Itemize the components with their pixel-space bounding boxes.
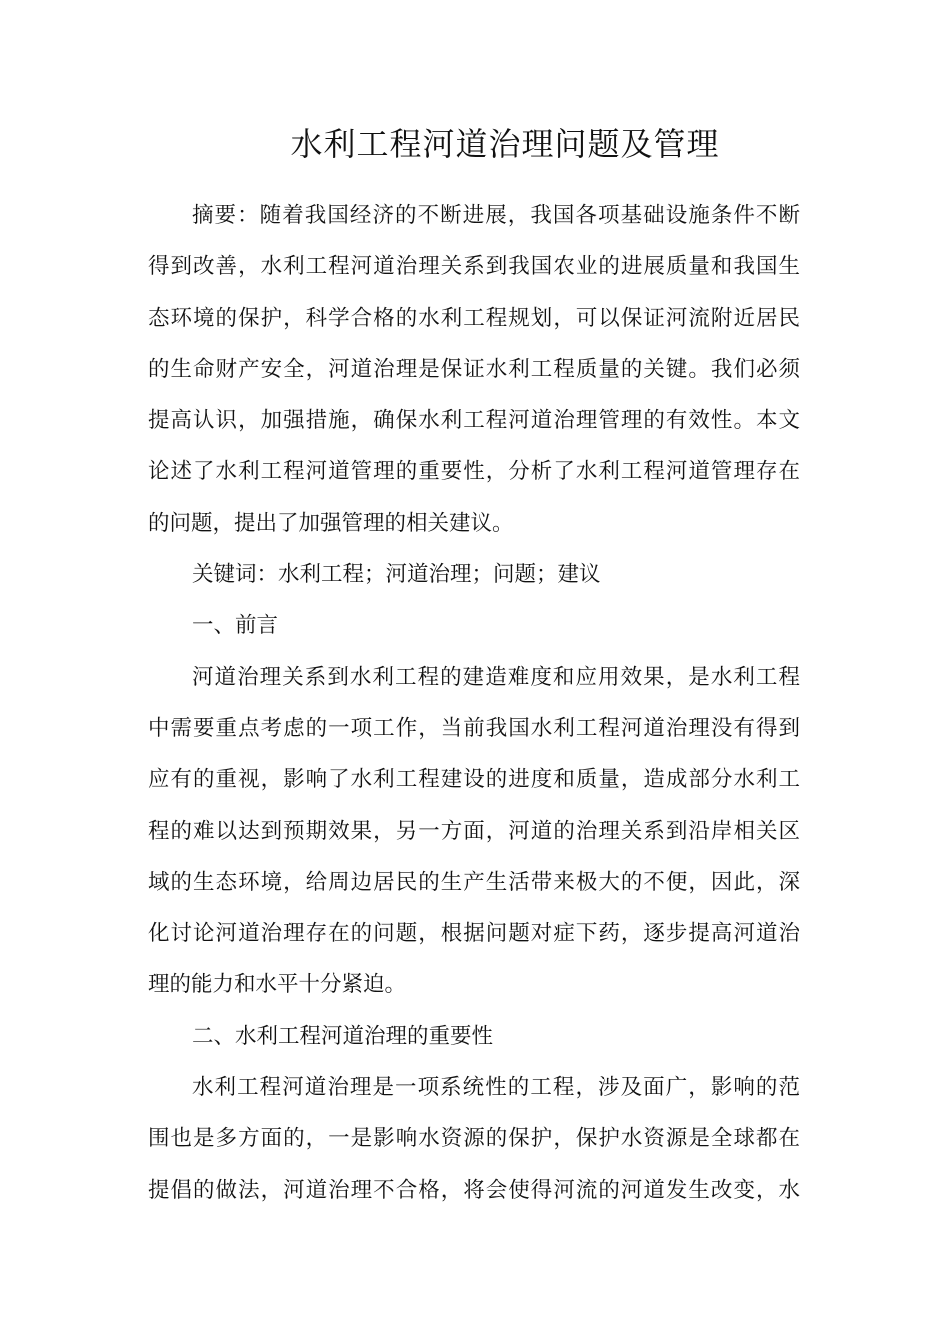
text-line: 中需要重点考虑的一项工作，当前我国水利工程河道治理没有得到 <box>148 715 800 741</box>
text-line: 一、前言 <box>192 613 279 639</box>
text-line: 的问题，提出了加强管理的相关建议。 <box>148 510 514 536</box>
text-line: 态环境的保护，科学合格的水利工程规划，可以保证河流附近居民 <box>148 305 800 331</box>
text-line: 关键词：水利工程；河道治理；问题；建议 <box>192 562 601 588</box>
text-line: 二、水利工程河道治理的重要性 <box>192 1023 494 1049</box>
text-line: 应有的重视，影响了水利工程建设的进度和质量，造成部分水利工 <box>148 767 800 793</box>
text-line: 水利工程河道治理是一项系统性的工程，涉及面广，影响的范 <box>192 1075 800 1101</box>
text-line: 得到改善，水利工程河道治理关系到我国农业的进展质量和我国生 <box>148 254 800 280</box>
text-line: 河道治理关系到水利工程的建造难度和应用效果，是水利工程 <box>192 664 800 690</box>
text-line: 的生命财产安全，河道治理是保证水利工程质量的关键。我们必须 <box>148 356 800 382</box>
document-title: 水利工程河道治理问题及管理 <box>290 125 720 163</box>
text-line: 论述了水利工程河道管理的重要性，分析了水利工程河道管理存在 <box>148 459 800 485</box>
text-line: 摘要：随着我国经济的不断进展，我国各项基础设施条件不断 <box>192 203 800 228</box>
text-line: 程的难以达到预期效果，另一方面，河道的治理关系到沿岸相关区 <box>148 818 800 844</box>
text-line: 提高认识，加强措施，确保水利工程河道治理管理的有效性。本文 <box>148 408 800 434</box>
text-line: 围也是多方面的，一是影响水资源的保护，保护水资源是全球都在 <box>148 1126 800 1152</box>
document-body <box>148 190 800 1216</box>
text-line: 化讨论河道治理存在的问题，根据问题对症下药，逐步提高河道治 <box>148 921 800 947</box>
text-line: 理的能力和水平十分紧迫。 <box>148 972 407 998</box>
text-line: 提倡的做法，河道治理不合格，将会使得河流的河道发生改变，水 <box>148 1177 800 1203</box>
text-line: 域的生态环境，给周边居民的生产生活带来极大的不便，因此，深 <box>148 869 800 895</box>
